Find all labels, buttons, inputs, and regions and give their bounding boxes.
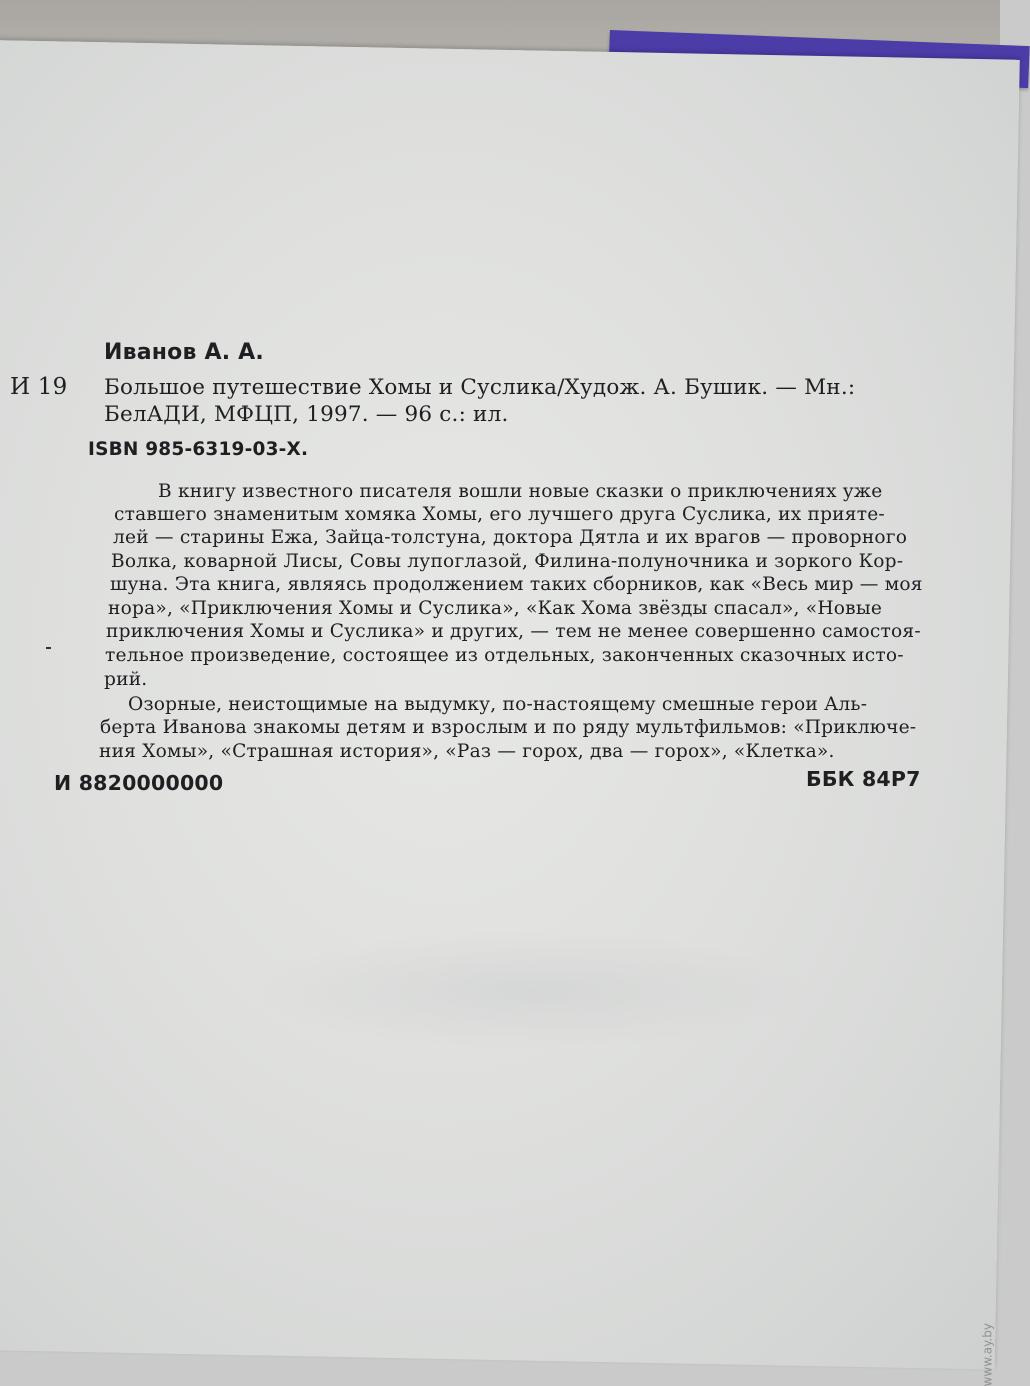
isbn: ISBN 985-6319-03-Х.: [88, 439, 309, 460]
author: Иванов А. А.: [104, 340, 264, 365]
annotation-line: ставшего знаменитым хомяка Хомы, его лучшего друга Суслика, их прияте-: [114, 504, 885, 525]
annotation-line: ния Хомы», «Страшная история», «Раз — горох, два — горох», «Клетка».: [99, 741, 835, 762]
annotation-line: лей — старины Ежа, Зайца-толстуна, доктора Дятла и их врагов — проворного: [113, 527, 908, 548]
classification-code: И 8820000000: [54, 771, 224, 795]
bbk-code: ББК 84Р7: [806, 767, 921, 791]
watermark: www.ay.by: [980, 1323, 994, 1386]
annotation-line: Озорные, неистощимые на выдумку, по-настоящему смешные герои Аль-: [128, 694, 868, 715]
ink-speck: [46, 647, 51, 649]
annotation-line: шуна. Эта книга, являясь продолжением таких сборников, как «Весь мир — моя: [110, 574, 923, 595]
annotation-line: тельное произведение, состоящее из отдельных, законченных сказочных исто-: [105, 645, 904, 666]
annotation-line: нора», «Приключения Хомы и Суслика», «Как Хома звёзды спасал», «Новые: [108, 598, 883, 619]
catalog-code: И 19: [10, 374, 68, 400]
annotation-line: Волка, коварной Лисы, Совы лупоглазой, Филина-полуночника и зоркого Кор-: [111, 551, 904, 572]
annotation-line: берта Иванова знакомы детям и взрослым и по ряду мультфильмов: «Приключе-: [100, 717, 917, 738]
annotation-line: В книгу известного писателя вошли новые сказки о приключениях уже: [158, 481, 883, 502]
show-through-shadow: [250, 930, 810, 1050]
bibliographic-line: Большое путешествие Хомы и Суслика/Худож. А. Бушик. — Мн.:: [104, 375, 856, 400]
annotation-line: рий.: [104, 669, 148, 690]
annotation-line: приключения Хомы и Суслика» и других, — тем не менее совершенно самостоя-: [106, 621, 921, 642]
bibliographic-line: БелАДИ, МФЦП, 1997. — 96 с.: ил.: [104, 402, 509, 427]
